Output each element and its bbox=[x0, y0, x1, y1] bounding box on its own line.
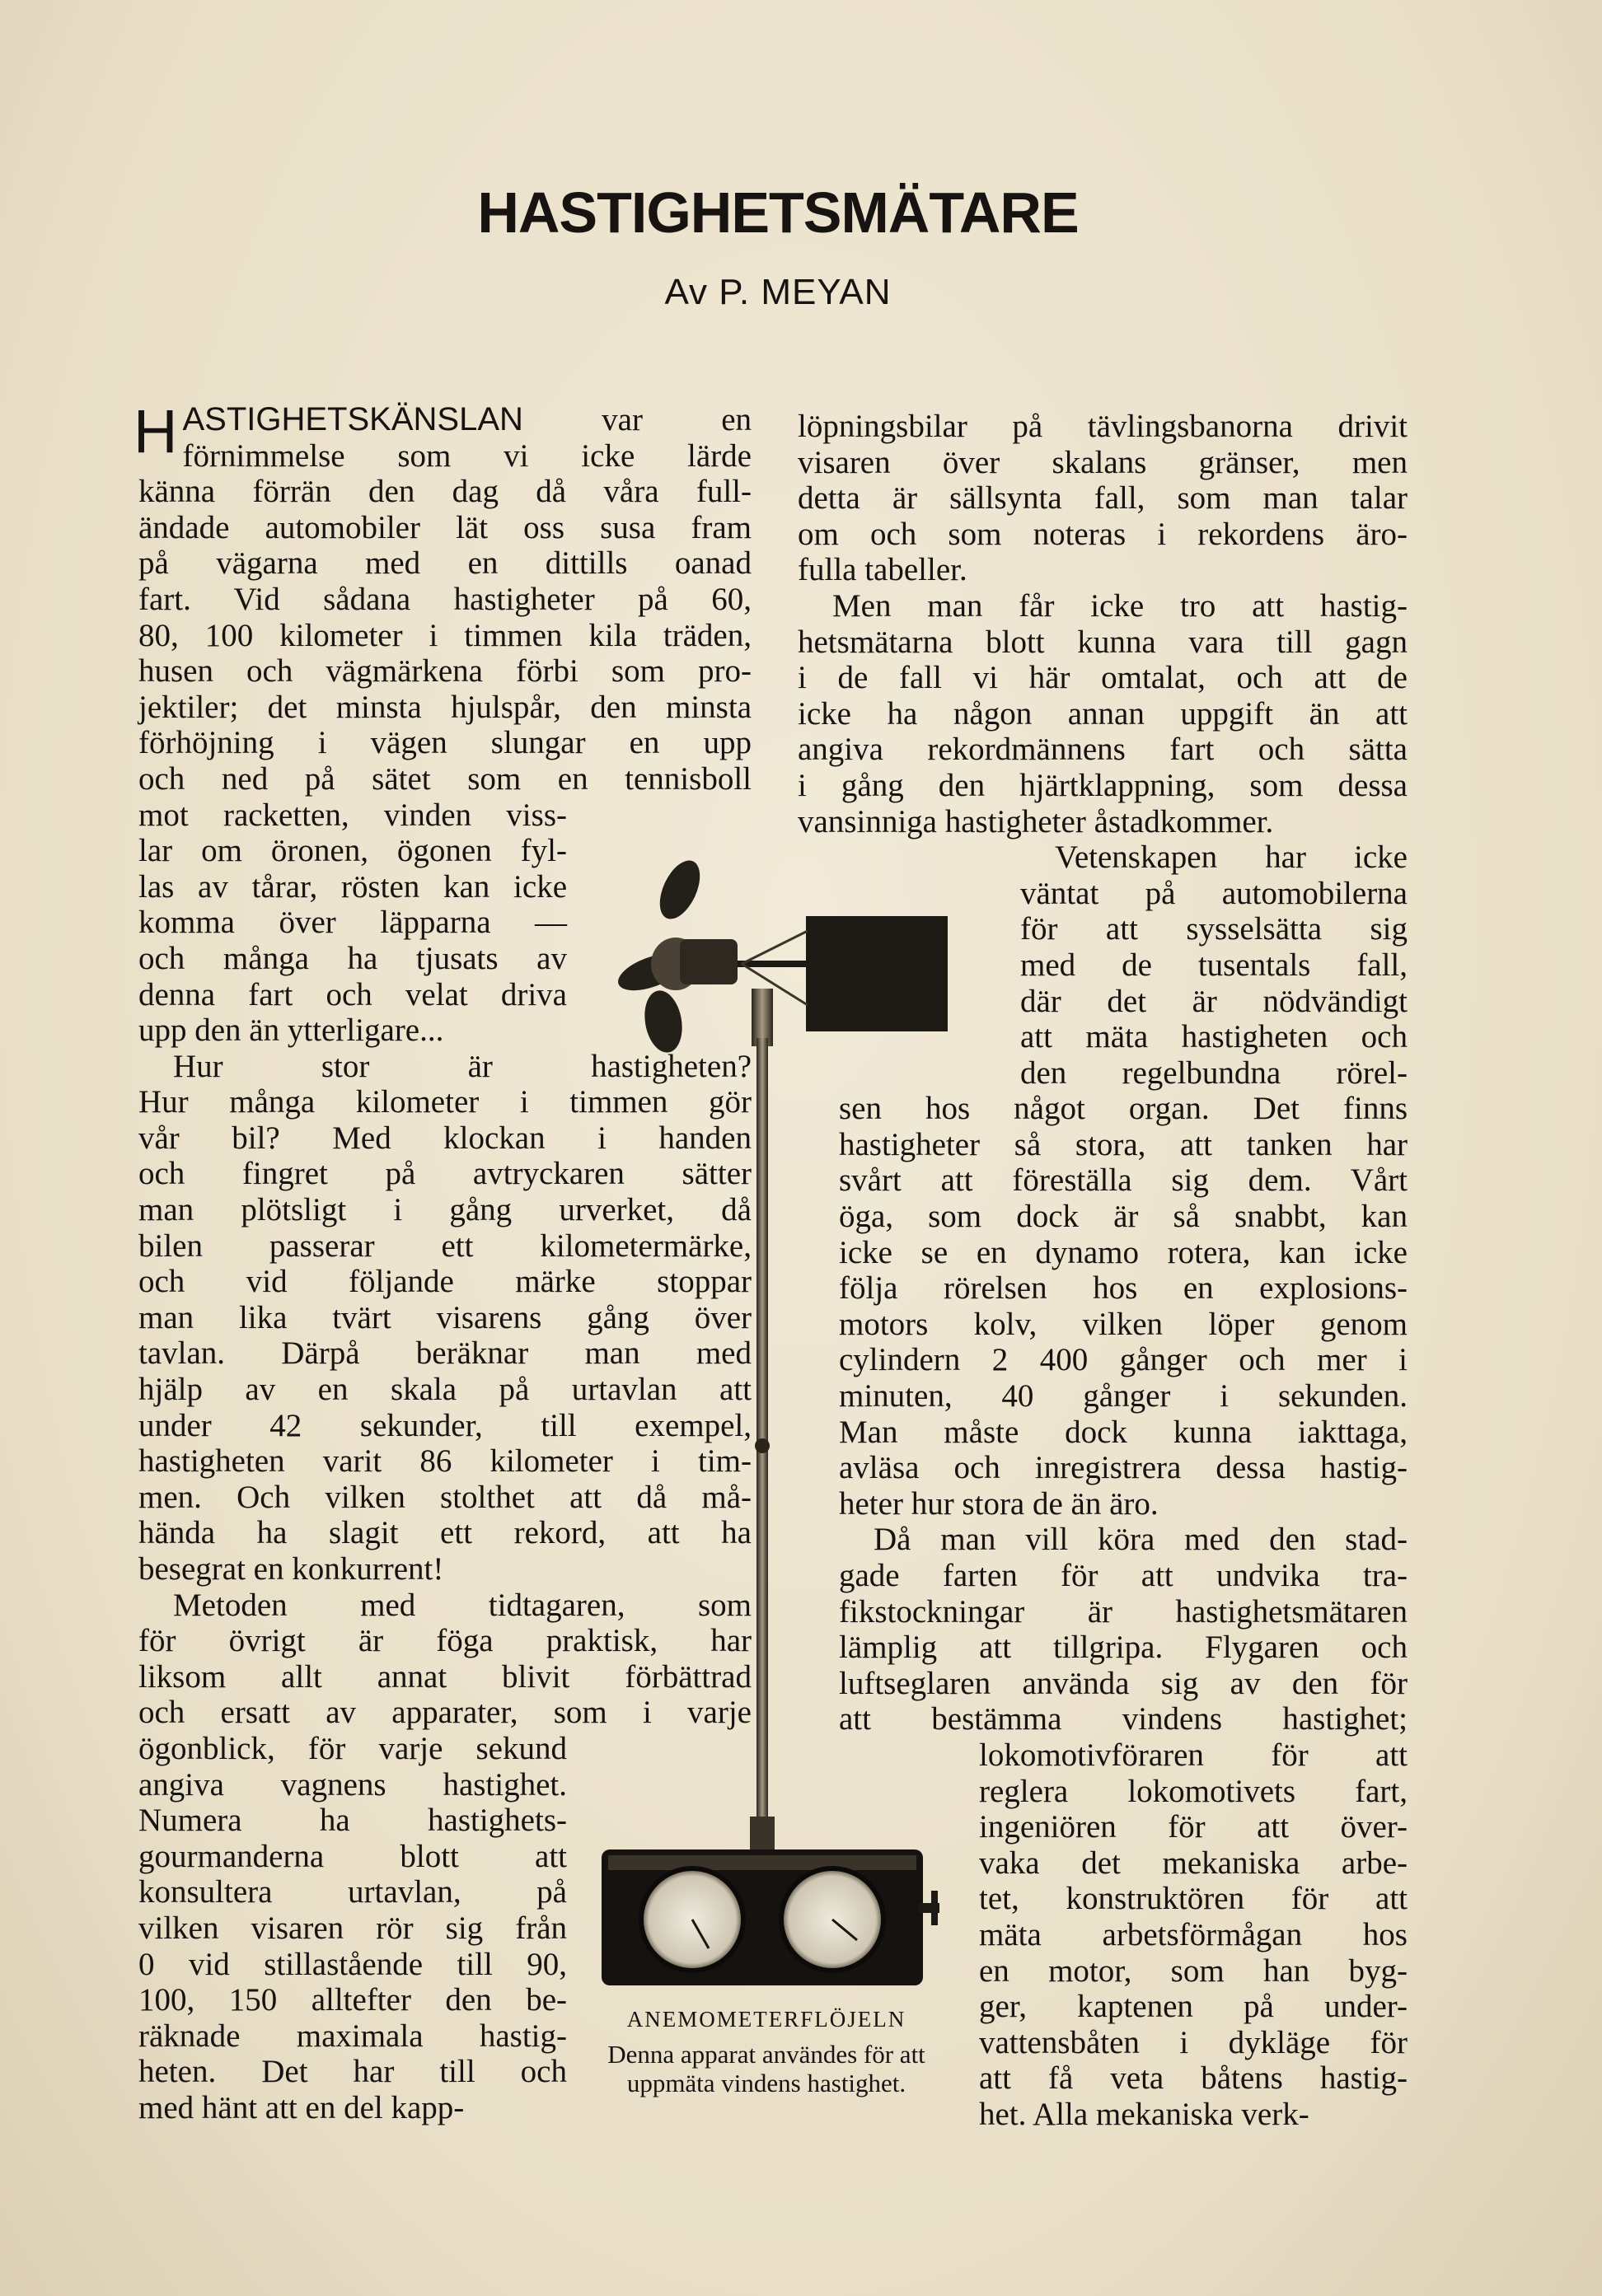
text-line: väntat på automobilerna bbox=[1020, 875, 1408, 911]
vane-plate bbox=[806, 916, 948, 1031]
text-line: 0 vid stillastående till 90, bbox=[138, 1946, 567, 1982]
text-line: cylindern 2 400 gånger och mer i bbox=[839, 1342, 1408, 1378]
text-line: avläsa och inregistrera dessa hastig- bbox=[839, 1450, 1408, 1486]
text-line: på vägarna med en dittills oanad bbox=[138, 545, 752, 582]
text-line: med hänt att en del kapp- bbox=[138, 2089, 465, 2125]
text-line: reglera lokomotivets fart, bbox=[979, 1773, 1408, 1809]
text-line: denna fart och velat driva bbox=[138, 976, 567, 1012]
text-line: 80, 100 kilometer i timmen kila träden, bbox=[138, 617, 752, 653]
text-line: ögonblick, för varje sekund bbox=[138, 1730, 567, 1766]
text-line: men. Och vilken stolthet att då må- bbox=[138, 1479, 752, 1515]
text-line: där det är nödvändigt bbox=[1020, 983, 1408, 1019]
text-line: bilen passerar ett kilometermärke, bbox=[138, 1227, 752, 1264]
figure-caption-title: ANEMOMETERFLÖJELN bbox=[626, 2007, 906, 2032]
text-line: med de tusentals fall, bbox=[1020, 947, 1408, 983]
text-line: hjälp av en skala på urtavlan att bbox=[138, 1372, 752, 1408]
anemometer-illustration bbox=[602, 840, 948, 1985]
text-line: vår bil? Med klockan i handen bbox=[138, 1120, 752, 1156]
text-line: man lika tvärt visarens gång över bbox=[138, 1299, 752, 1335]
text-line: svårt att föreställa sig dem. Vårt bbox=[839, 1162, 1408, 1199]
text-line: man plötsligt i gång urverket, då bbox=[138, 1192, 752, 1228]
text-line: lar om öronen, ögonen fyl- bbox=[138, 833, 567, 869]
text-line: öga, som dock är så snabbt, kan bbox=[839, 1199, 1408, 1235]
article-author: Av P. MEYAN bbox=[664, 272, 892, 312]
text-line: angiva rekordmännens fart och sätta bbox=[798, 732, 1408, 768]
text-line: fart. Vid sådana hastigheter på 60, bbox=[138, 581, 752, 617]
text-line: upp den än ytterligare... bbox=[138, 1012, 444, 1049]
text-line: detta är sällsynta fall, som man talar bbox=[798, 480, 1408, 517]
text-line: tet, konstruktören för att bbox=[979, 1881, 1408, 1917]
text-line: räknade maximala hastig- bbox=[138, 2018, 567, 2054]
text-line: under 42 sekunder, till exempel, bbox=[138, 1407, 752, 1443]
text-line: Men man får icke tro att hastig- bbox=[832, 587, 1408, 624]
text-line: mot racketten, vinden viss- bbox=[138, 797, 567, 833]
text-line: visaren över skalans gränser, men bbox=[798, 444, 1408, 480]
text-line: fikstockningar är hastighetsmätaren bbox=[839, 1593, 1408, 1630]
text-line: heter hur stora de än äro. bbox=[839, 1485, 1159, 1522]
text-line: vattensbåten i dykläge för bbox=[979, 2024, 1408, 2060]
text-line: las av tårar, rösten kan icke bbox=[138, 868, 567, 905]
text-line: var en bbox=[522, 402, 752, 437]
text-line: hastigheten varit 86 kilometer i tim- bbox=[138, 1443, 752, 1480]
text-line: och fingret på avtryckaren sätter bbox=[138, 1156, 752, 1192]
text-line: Numera ha hastighets- bbox=[138, 1803, 567, 1839]
drop-cap: H bbox=[134, 397, 178, 465]
propeller bbox=[613, 854, 738, 1055]
pole bbox=[756, 1038, 768, 1829]
text-line: ändade automobiler lät oss susa fram bbox=[138, 509, 752, 545]
text-line: hetsmätarna blott kunna vara till gagn bbox=[798, 624, 1408, 660]
text-line: känna förrän den dag då våra full- bbox=[138, 474, 752, 510]
text-line: icke se en dynamo rotera, kan icke bbox=[839, 1234, 1408, 1270]
text-line: förnimmelse som vi icke lärde bbox=[182, 437, 752, 474]
text-line: den regelbundna rörel- bbox=[1020, 1054, 1408, 1091]
text-line: och vid följande märke stoppar bbox=[138, 1264, 752, 1300]
text-line: för övrigt är föga praktisk, har bbox=[138, 1623, 752, 1659]
text-line: icke ha någon annan uppgift än att bbox=[798, 695, 1408, 732]
text-line: att mäta hastigheten och bbox=[1020, 1019, 1408, 1055]
text-line: luftseglaren använda sig av den för bbox=[839, 1665, 1408, 1701]
text-line: hastigheter så stora, att tanken har bbox=[839, 1126, 1408, 1162]
text-line: i gång den hjärtklappning, som dessa bbox=[798, 767, 1408, 803]
dial-box bbox=[602, 1849, 939, 1985]
text-line: följa rörelsen hos en explosions- bbox=[839, 1270, 1408, 1307]
text-line: hända ha slagit ett rekord, att ha bbox=[138, 1515, 752, 1551]
text-line: besegrat en konkurrent! bbox=[138, 1551, 444, 1587]
text-line: ger, kaptenen på under- bbox=[979, 1989, 1408, 2025]
text-line: angiva vagnens hastighet. bbox=[138, 1766, 567, 1803]
text-line: jektiler; det minsta hjulspår, den minsta bbox=[138, 689, 752, 725]
text-line: en motor, som han byg- bbox=[979, 1952, 1408, 1989]
text-line: konsultera urtavlan, på bbox=[138, 1874, 567, 1910]
text-line: förhöjning i vägen slungar en upp bbox=[138, 725, 752, 761]
text-line: 100, 150 alltefter den be- bbox=[138, 1982, 567, 2018]
text-line: gourmanderna blott att bbox=[138, 1838, 567, 1874]
text-line: löpningsbilar på tävlingsbanorna drivit bbox=[798, 409, 1408, 444]
text-line: och ersatt av apparater, som i varje bbox=[138, 1695, 752, 1731]
article-title: HASTIGHETSMÄTARE bbox=[477, 180, 1079, 245]
text-line: Metoden med tidtagaren, som bbox=[173, 1587, 752, 1623]
text-line: tavlan. Därpå beräknar man med bbox=[138, 1335, 752, 1372]
text-line: motors kolv, vilken löper genom bbox=[839, 1306, 1408, 1342]
text-line: vansinniga hastigheter åstadkommer. bbox=[798, 803, 1274, 839]
text-line: husen och vägmärkena förbi som pro- bbox=[138, 653, 752, 690]
text-line: komma över läpparna — bbox=[138, 905, 567, 941]
text-line: om och som noteras i rekordens äro- bbox=[798, 516, 1408, 552]
text-line: liksom allt annat blivit förbättrad bbox=[138, 1658, 752, 1695]
text-line: fulla tabeller. bbox=[798, 552, 967, 588]
text-line: sen hos något organ. Det finns bbox=[839, 1091, 1408, 1127]
text-line: Då man vill köra med den stad- bbox=[874, 1522, 1408, 1558]
text-line: gade farten för att undvika tra- bbox=[839, 1558, 1408, 1593]
text-line: lokomotivföraren för att bbox=[979, 1737, 1408, 1773]
text-line: ingeniören för att över- bbox=[979, 1809, 1408, 1845]
text-line: att bestämma vindens hastighet; bbox=[839, 1701, 1408, 1737]
text-line: i de fall vi här omtalat, och att de bbox=[798, 660, 1408, 696]
text-line: mäta arbetsförmågan hos bbox=[979, 1916, 1408, 1952]
text-line: Hur många kilometer i timmen gör bbox=[138, 1084, 752, 1120]
text-line: minuten, 40 gånger i sekunden. bbox=[839, 1378, 1408, 1415]
text-line: Man måste dock kunna iakttaga, bbox=[839, 1414, 1408, 1450]
text-line: vaka det mekaniska arbe- bbox=[979, 1845, 1408, 1881]
text-line: het. Alla mekaniska verk- bbox=[979, 2096, 1309, 2132]
text-line: lämplig att tillgripa. Flygaren och bbox=[839, 1630, 1408, 1666]
text-line: Vetenskapen har icke bbox=[1055, 839, 1408, 876]
text-line: för att sysselsätta sig bbox=[1020, 911, 1408, 947]
lead-word: ASTIGHETSKÄNSLAN bbox=[182, 401, 523, 437]
text-line: och ned på sätet som en tennisboll bbox=[138, 760, 752, 797]
figure-caption: Denna apparat användes för att uppmäta vindens hastighet. bbox=[607, 2040, 925, 2097]
text-line: heten. Det har till och bbox=[138, 2054, 567, 2090]
text-line: att få veta båtens hastig- bbox=[979, 2060, 1408, 2097]
text-line: Hur stor är hastigheten? bbox=[173, 1048, 752, 1084]
text-line: vilken visaren rör sig från bbox=[138, 1910, 567, 1946]
text-line: och många ha tjusats av bbox=[138, 940, 567, 976]
